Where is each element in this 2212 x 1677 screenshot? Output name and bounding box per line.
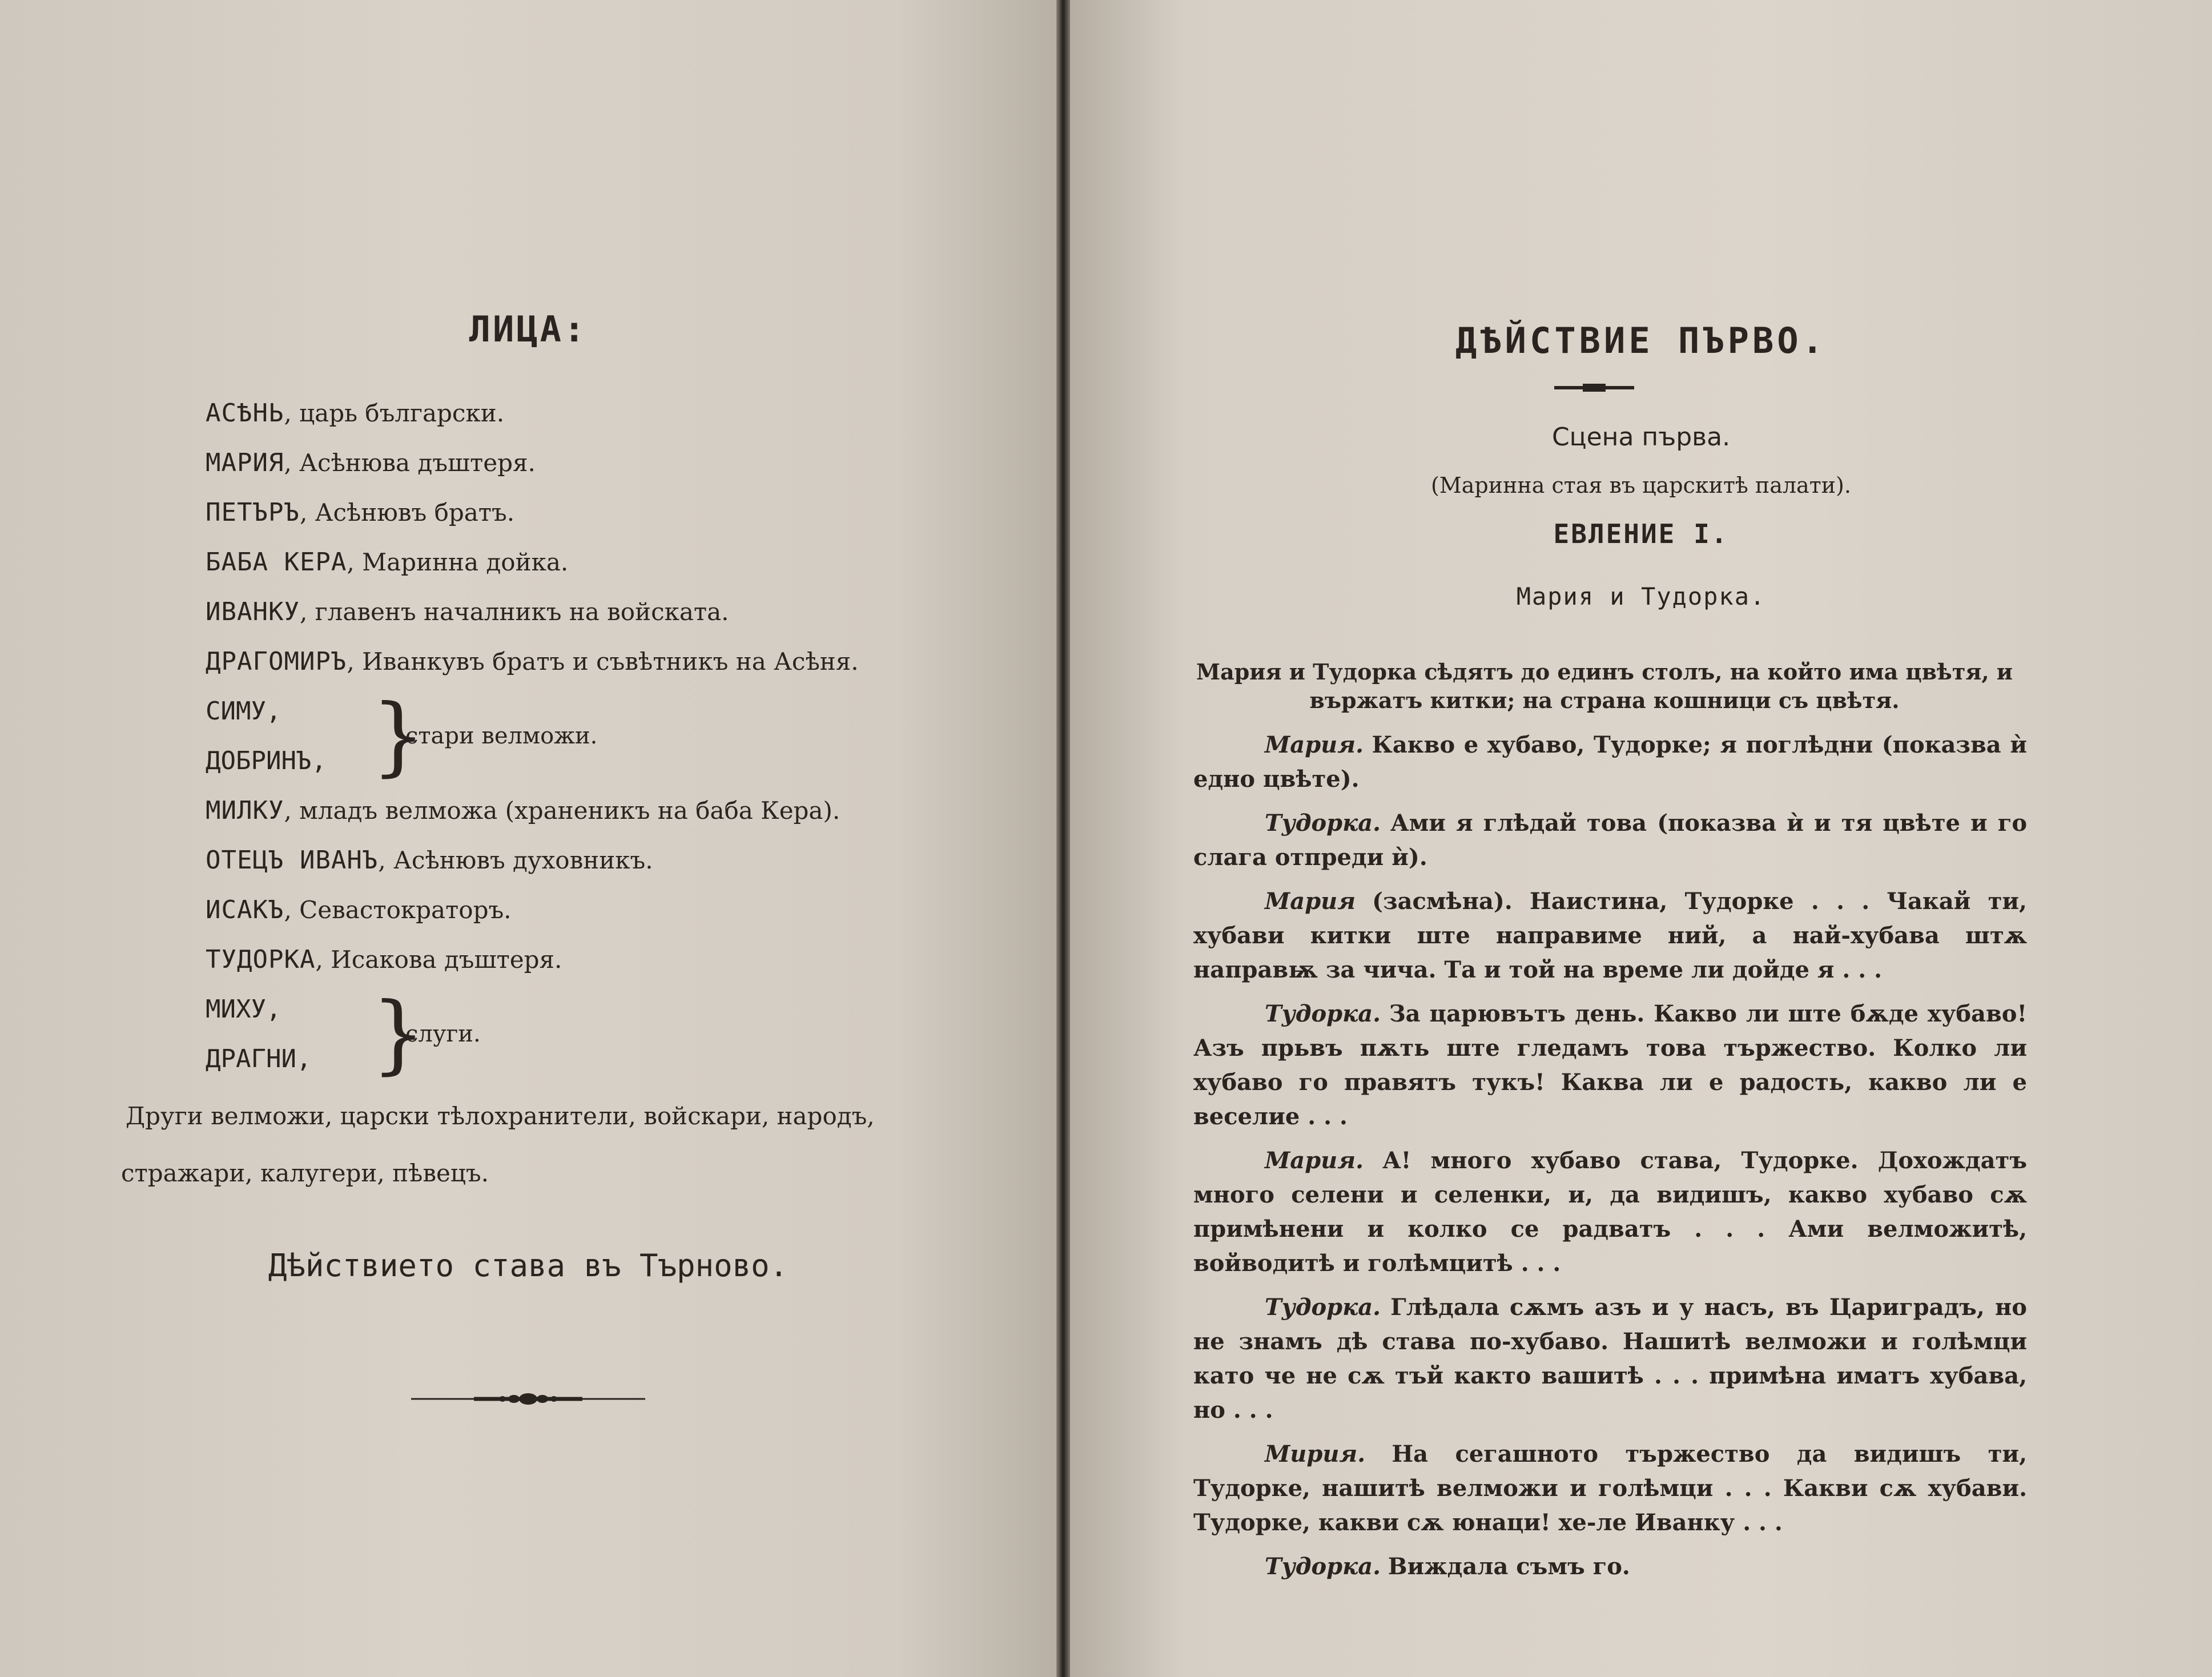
cast-list — [206, 388, 1005, 1084]
speaker-name: Мария. — [1265, 731, 1364, 758]
cast-item: МАРИЯ, Асѣнюва дъштеря. — [206, 448, 536, 477]
dialogue — [1193, 728, 2027, 1594]
cast-group-servants — [206, 984, 1005, 1084]
speaker-name: Мария. — [1265, 1147, 1364, 1174]
cast-item: БАБА КЕРА, Маринна дойка. — [206, 548, 569, 577]
speaker-name: Тудорка. — [1265, 810, 1381, 837]
others-line: Други велможи, царски тѣлохранители, войскари, народъ, — [126, 1102, 875, 1130]
brace-glyph: } — [371, 686, 426, 786]
cast-name: МИХУ, — [206, 995, 281, 1024]
speech-text: А! много хубаво става, Тудорке. Дохождатъ много селени и селенки, и, да видишъ, какво хубаво сѫ примѣнени и колко се радватъ . . . Ами велможитѣ, войводитѣ и голѣмцитѣ . . . — [1193, 1147, 2028, 1277]
speech-text: Виждала съмъ го. — [1387, 1553, 1630, 1580]
cast-group-desc: слуги. — [405, 1021, 481, 1047]
cast-item: ОТЕЦЪ ИВАНЪ, Асѣнювъ духовникъ. — [206, 846, 653, 875]
cast-item: ИСАКЪ, Севастократоръ. — [206, 895, 512, 924]
stage-direction: Мария и Тудорка сѣдятъ до единъ столъ, на който има цвѣтя, и вържатъ китки; на страна кошници съ цвѣтя. — [1196, 659, 2013, 713]
speech-text: За царювътъ день. Какво ли ште бѫде хубаво! Азъ прьвъ пѫть ште гледамъ това тържество. Колко ли хубаво го правятъ тукъ! Каква ли е радость, какво ли е веселие . . . — [1193, 1000, 2028, 1130]
cast-item: ИВАНКУ, главенъ началникъ на войската. — [206, 597, 729, 626]
other-characters — [121, 1088, 971, 1202]
cast-title: ЛИЦА: — [469, 308, 588, 350]
speech — [1193, 1550, 2027, 1584]
speech — [1193, 1437, 2027, 1540]
speech-text: Какво е хубаво, Тудорке; я поглѣдни (показва ѝ едно цвѣте). — [1193, 731, 2027, 793]
speech-text: (засмѣна). Наистина, Тудорке . . . Чакай ти, хубави китки ште направиме ний, а най-хубава штѫ направѭ за чича. Та и той на време ли дойде я . . . — [1193, 888, 2027, 983]
brace-glyph: } — [371, 984, 426, 1084]
act-title: ДѢЙСТВИЕ ПЪРВО. — [1455, 320, 1827, 361]
speaker-name: Мирия. — [1265, 1441, 1366, 1467]
speech — [1193, 728, 2027, 797]
speaker-name: Мария — [1265, 888, 1356, 915]
speech-text: Глѣдала сѫмъ азъ и у насъ, въ Цариградъ, но не знамъ дѣ става по-хубаво. Нашитѣ велможи и голѣмци като че не сѫ тъй както вашитѣ . . . примѣна иматъ хубава, но . . . — [1193, 1294, 2027, 1423]
cast-item: ДРАГОМИРЪ, Иванкувъ братъ и съвѣтникъ на Асѣня. — [206, 647, 859, 676]
book-gutter — [1056, 0, 1070, 1677]
scene-title: Сцена първа. — [1551, 423, 1731, 452]
ornament-divider — [411, 1388, 645, 1410]
title-rule-center — [1583, 384, 1606, 392]
scene-place: (Маринна стая въ царскитѣ палати). — [1431, 473, 1851, 498]
cast-item: ПЕТЪРЪ, Асѣнювъ братъ. — [206, 498, 515, 527]
cast-name: СИМУ, — [206, 697, 281, 726]
scene-number: ЕВЛЕНИЕ I. — [1553, 518, 1729, 549]
speech — [1193, 1144, 2027, 1281]
speech-text: Ами я глѣдай това (показва ѝ и тя цвѣте и го слага отпреди ѝ). — [1193, 810, 2027, 871]
speech — [1193, 884, 2027, 987]
speech — [1193, 1290, 2027, 1427]
cast-item: ТУДОРКА, Исакова дъштеря. — [206, 945, 562, 974]
cast-group-elders — [206, 686, 1005, 786]
scene-persons: Мария и Тудорка. — [1516, 582, 1766, 610]
speech — [1193, 997, 2027, 1134]
cast-item: МИЛКУ, младъ велможа (храненикъ на баба Кера). — [206, 796, 840, 825]
speaker-name: Тудорка. — [1265, 1000, 1381, 1027]
cast-name: ДРАГНИ, — [206, 1044, 312, 1073]
speech-text: На сегашното тържество да видишъ ти, Тудорке, нашитѣ велможи и голѣмци . . . Какви сѫ хубави. Тудорке, какви сѫ юнаци! хе-ле Иванку . . . — [1193, 1441, 2027, 1536]
others-line: стражари, калугери, пѣвецъ. — [121, 1159, 489, 1187]
setting-line: Дѣйствието става въ Търново. — [268, 1248, 789, 1284]
speaker-name: Тудорка. — [1265, 1553, 1381, 1580]
speaker-name: Тудорка. — [1265, 1294, 1381, 1321]
cast-name: ДОБРИНЪ, — [206, 746, 327, 775]
speech — [1193, 806, 2027, 875]
cast-group-desc: стари велможи. — [405, 723, 598, 749]
cast-item: АСѢНЬ, царь български. — [206, 399, 505, 428]
